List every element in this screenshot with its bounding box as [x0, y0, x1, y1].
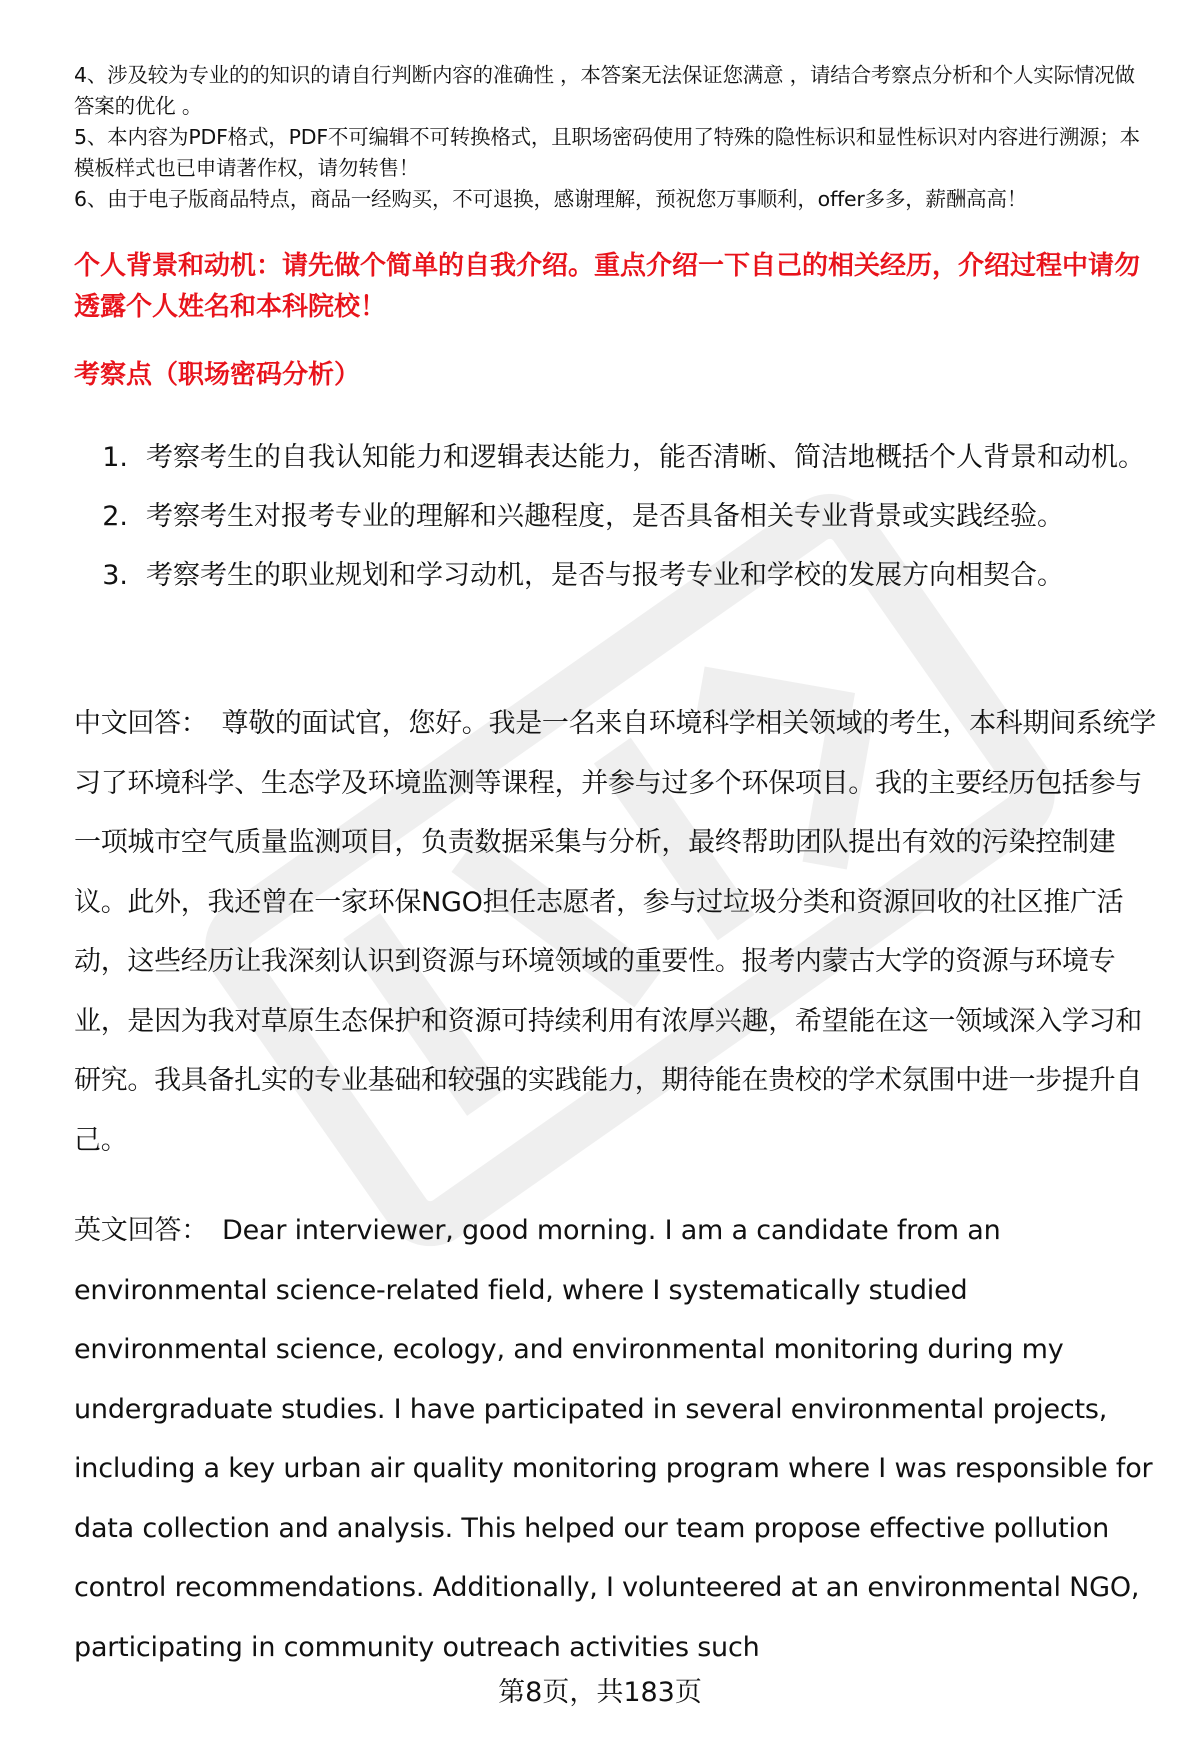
note-item: 4、涉及较为专业的的知识的请自行判断内容的准确性 ，本答案无法保证您满意 ，请结合考察点分析和个人实际情况做答案的优化 。: [74, 63, 1135, 118]
point-number: 2.: [102, 501, 128, 532]
english-answer-text: Dear interviewer, good morning. I am a candidate from an environmental science-related field, where I systematically studied environmental science, ecology, and environmental monitoring during my undergraduate studies. I have participated in several environmental projects, including a key urban air quality monitoring program where I was responsible for data collection and analysis. This helped our team propose effective pollution control recommendations. Additionally, I volunteered at an environmental NGO, participating in community outreach activities such: [74, 1215, 1153, 1663]
notes-section: [74, 60, 1154, 215]
chinese-answer: [74, 694, 1164, 1170]
page-number-footer: 第8页，共183页: [498, 1677, 702, 1708]
assessment-point: [74, 428, 1154, 487]
points-heading: 考察点（职场密码分析）: [74, 360, 361, 390]
point-text: 考察考生的自我认知能力和逻辑表达能力，能否清晰、简洁地概括个人背景和动机。: [146, 442, 1145, 473]
chinese-answer-text: 尊敬的面试官，您好。我是一名来自环境科学相关领域的考生，本科期间系统学习了环境科学、生态学及环境监测等课程，并参与过多个环保项目。我的主要经历包括参与一项城市空气质量监测项目，负责数据采集与分析，最终帮助团队提出有效的污染控制建议。此外，我还曾在一家环保NGO担任志愿者，参与过垃圾分类和资源回收的社区推广活动，这些经历让我深刻认识到资源与环境领域的重要性。报考内蒙古大学的资源与环境专业，是因为我对草原生态保护和资源可持续利用有浓厚兴趣，希望能在这一领域深入学习和研究。我具备扎实的专业基础和较强的实践能力，期待能在贵校的学术氛围中进一步提升自己。: [74, 708, 1156, 1156]
point-number: 1.: [102, 442, 128, 473]
chinese-answer-label: 中文回答：: [74, 708, 208, 739]
note-item: 5、本内容为PDF格式，PDF不可编辑不可转换格式，且职场密码使用了特殊的隐性标识和显性标识对内容进行溯源；本模板样式也已申请著作权，请勿转售！: [74, 125, 1140, 180]
question-heading: 个人背景和动机：请先做个简单的自我介绍。重点介绍一下自己的相关经历，介绍过程中请勿透露个人姓名和本科院校！: [74, 251, 1141, 322]
point-text: 考察考生的职业规划和学习动机，是否与报考专业和学校的发展方向相契合。: [146, 560, 1064, 591]
assessment-point: [74, 487, 1154, 546]
assessment-points-list: [74, 428, 1154, 605]
point-number: 3.: [102, 560, 128, 591]
point-text: 考察考生对报考专业的理解和兴趣程度，是否具备相关专业背景或实践经验。: [146, 501, 1064, 532]
assessment-point: [74, 546, 1154, 605]
english-answer: [74, 1201, 1164, 1677]
english-answer-label: 英文回答：: [74, 1215, 208, 1246]
note-item: 6、由于电子版商品特点，商品一经购买，不可退换，感谢理解，预祝您万事顺利，offer多多，薪酬高高！: [74, 187, 1028, 211]
